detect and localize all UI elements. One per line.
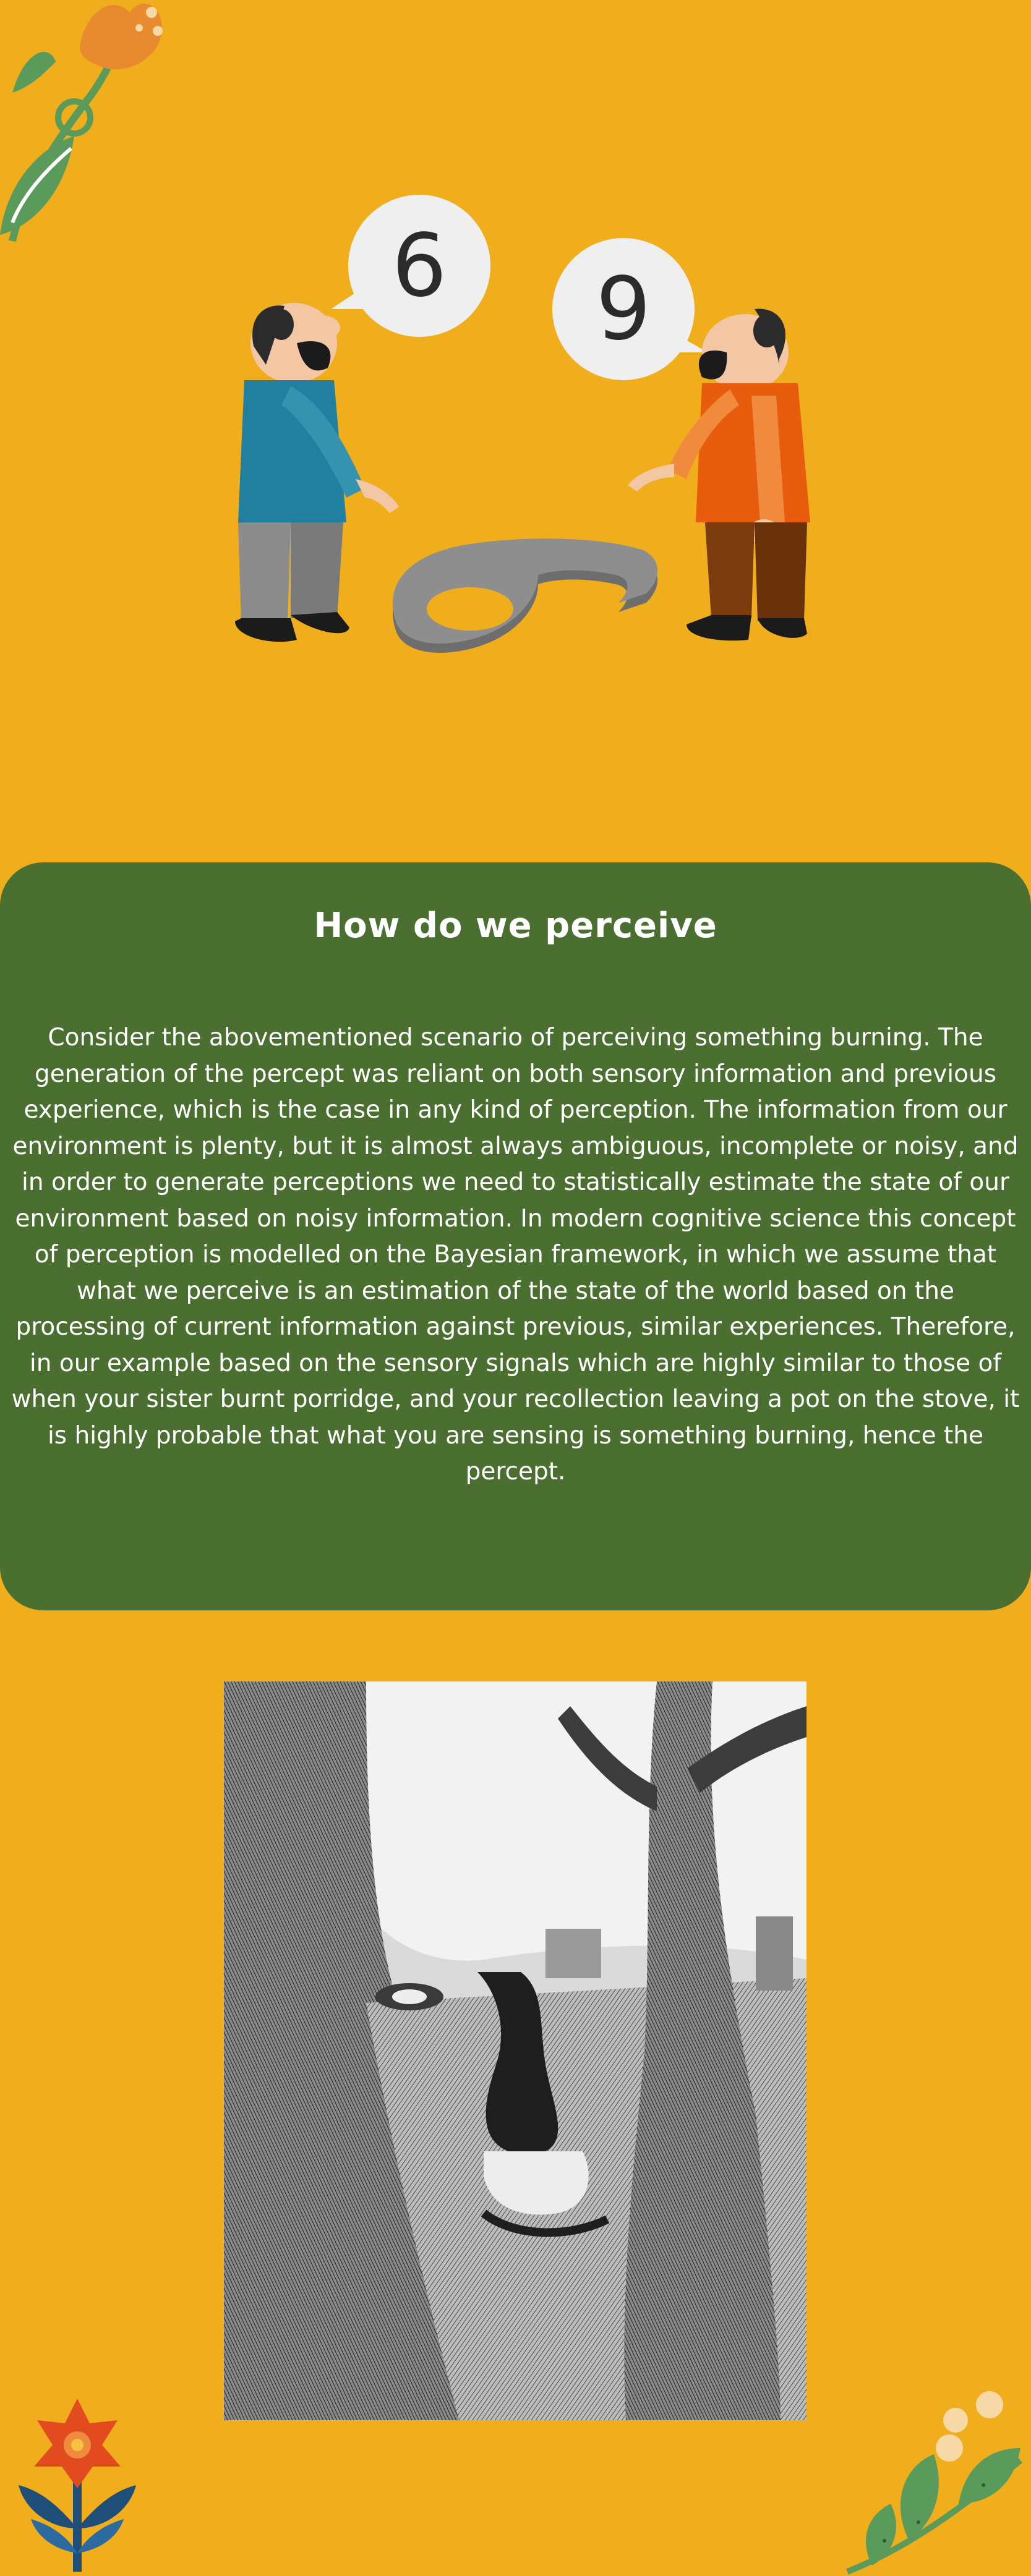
hidden-face-engraving-image (224, 1681, 806, 2420)
floor-digit-shape (393, 538, 657, 653)
left-bubble-digit: 6 (391, 216, 447, 317)
red-flower-icon (12, 2386, 142, 2572)
left-man (235, 303, 399, 642)
right-bubble-digit: 9 (596, 259, 651, 360)
right-speech-bubble (552, 238, 708, 380)
leaf-sprig-icon (835, 2386, 1031, 2576)
six-or-nine-illustration (0, 0, 1031, 865)
card-title: How do we perceive (314, 906, 717, 946)
card-body-text: Consider the abovementioned scenario of perceiving something burning. The generation of the percept was reliant on both sensory information and previous experience, which is the case in any kind of perception. The information from our environment is plenty, but it is almost always ambiguous, incomplete or noisy, and in order to generate perceptions we need to statistically estimate the state of our environment based on noisy information. In modern cognitive science this concept of perception is modelled on the Bayesian framework, in which we assume that what we perceive is an estimation of the state of the world based on the processing of current information against previous, similar experiences. Therefore, in our example based on the sensory signals which are highly similar to those of when your sister burnt porridge, and your recollection leaving a pot on the stove, it is highly probable that what you are sensing is something burning, hence the percept. (11, 1024, 1020, 1486)
left-speech-bubble (331, 195, 490, 337)
info-card (0, 862, 1031, 1610)
